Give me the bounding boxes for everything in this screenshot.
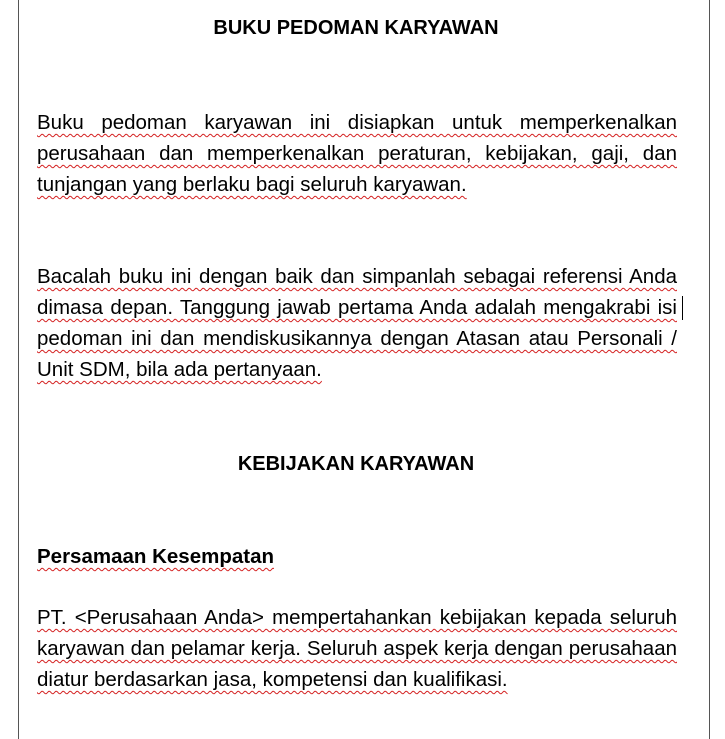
document-title: BUKU PEDOMAN KARYAWAN [213, 17, 499, 39]
page-left-edge [18, 0, 19, 739]
page-right-edge [709, 0, 710, 739]
equal-opportunity-paragraph[interactable]: PT. <Perusahaan Anda> mempertahankan kebijakan kepada seluruh karyawan dan pelamar kerja. Seluruh aspek kerja dengan perusahaan diatur berdasarkan jasa, kompetensi dan kualifikasi. [37, 606, 677, 691]
section-title: KEBIJAKAN KARYAWAN [237, 453, 475, 475]
reading-paragraph[interactable] [37, 261, 677, 385]
intro-paragraph[interactable]: Buku pedoman karyawan ini disiapkan untuk memperkenalkan perusahaan dan memperkenalkan peraturan, kebijakan, gaji, dan tunjangan yang berlaku bagi seluruh karyawan. [37, 111, 677, 196]
text-cursor [682, 296, 683, 320]
subsection-heading: Persamaan Kesempatan [37, 545, 275, 568]
reading-paragraph-text[interactable]: Bacalah buku ini dengan baik dan simpanlah sebagai referensi Anda dimasa depan. Tanggung jawab pertama Anda adalah mengakrabi isi pedoman ini dan mendiskusikannya dengan Atasan atau Personali / Unit SDM, bila ada pertanyaan. [37, 265, 677, 381]
